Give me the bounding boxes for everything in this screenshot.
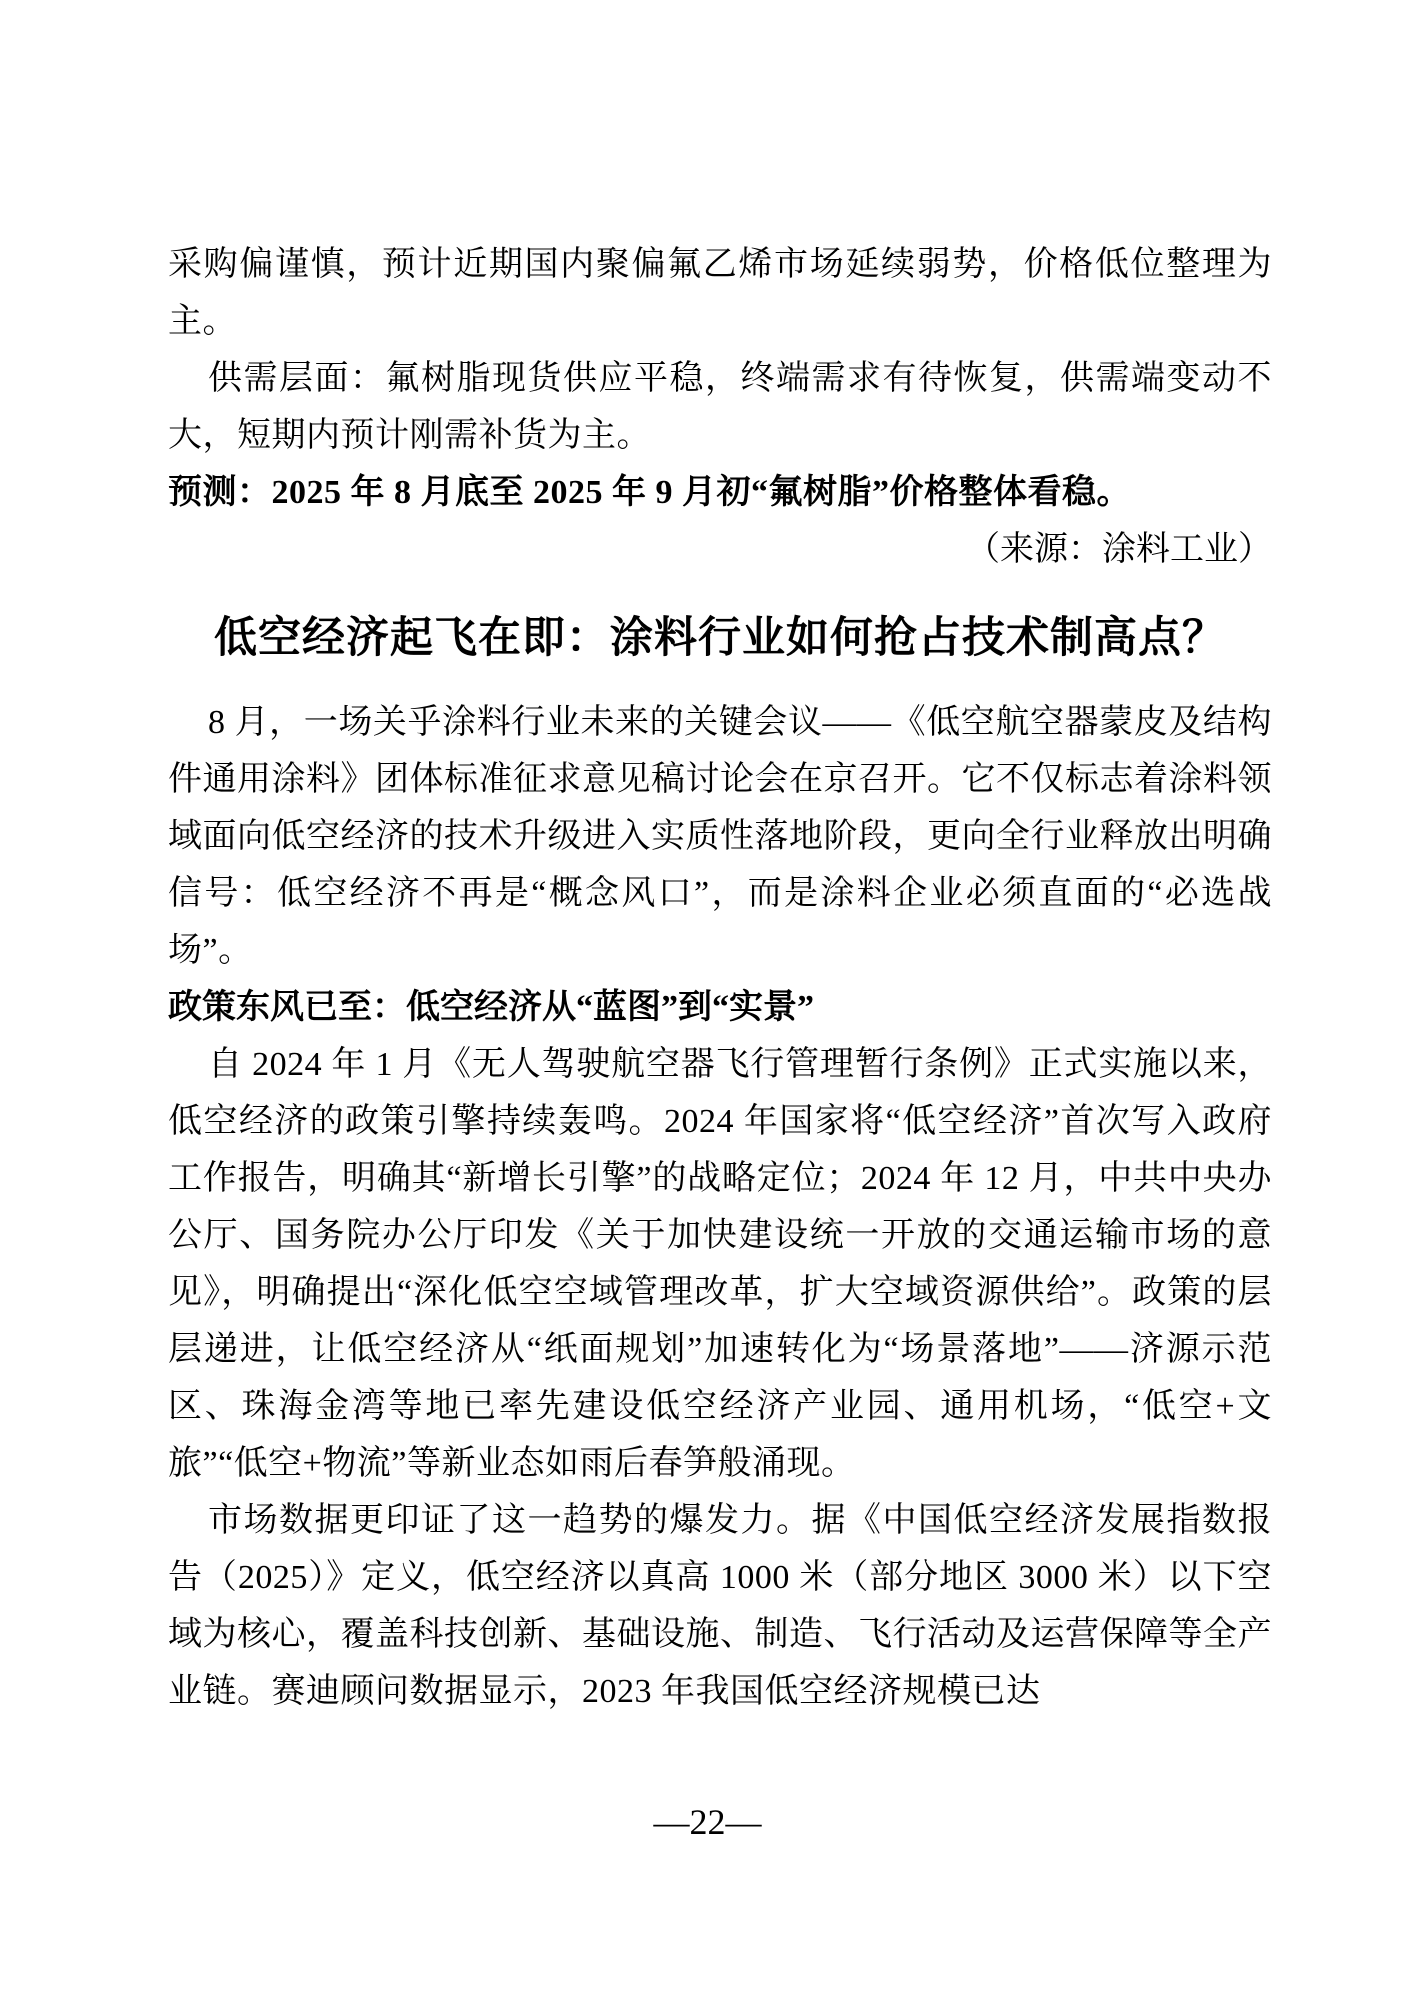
paragraph-market-data: 市场数据更印证了这一趋势的爆发力。据《中国低空经济发展指数报告（2025）》定义，低空经济以真高 1000 米（部分地区 3000 米）以下空域为核心，覆盖科技创新、基础设施、制造、飞行活动及运营保障等全产业链。赛迪顾问数据显示，2023 年我国低空经济规模已达	[168, 1502, 1272, 1710]
page-content	[168, 236, 1272, 1720]
source-attribution: （来源：涂料工业）	[966, 531, 1272, 568]
paragraph-continuation: 采购偏谨慎，预计近期国内聚偏氟乙烯市场延续弱势，价格低位整理为主。	[168, 246, 1272, 340]
page-number: —22—	[653, 1802, 762, 1842]
paragraph-forecast: 预测：2025 年 8 月底至 2025 年 9 月初“氟树脂”价格整体看稳。	[168, 474, 1131, 511]
paragraph-intro: 8 月，一场关乎涂料行业未来的关键会议——《低空航空器蒙皮及结构件通用涂料》团体标准征求意见稿讨论会在京召开。它不仅标志着涂料领域面向低空经济的技术升级进入实质性落地阶段，更向全行业释放出明确信号：低空经济不再是“概念风口”，而是涂料企业必须直面的“必选战场”。	[168, 704, 1272, 969]
paragraph-supply-demand: 供需层面：氟树脂现货供应平稳，终端需求有待恢复，供需端变动不大，短期内预计刚需补货为主。	[168, 360, 1272, 454]
paragraph-policy: 自 2024 年 1 月《无人驾驶航空器飞行管理暂行条例》正式实施以来，低空经济的政策引擎持续轰鸣。2024 年国家将“低空经济”首次写入政府工作报告，明确其“新增长引擎”的战略定位；2024 年 12 月，中共中央办公厅、国务院办公厅印发《关于加快建设统一开放的交通运输市场的意见》，明确提出“深化低空空域管理改革，扩大空域资源供给”。政策的层层递进，让低空经济从“纸面规划”加速转化为“场景落地”——济源示范区、珠海金湾等地已率先建设低空经济产业园、通用机场，“低空+文旅”“低空+物流”等新业态如雨后春笋般涌现。	[168, 1046, 1272, 1482]
article-title: 低空经济起飞在即：涂料行业如何抢占技术制高点？	[214, 615, 1226, 662]
subheading-policy: 政策东风已至：低空经济从“蓝图”到“实景”	[168, 989, 814, 1026]
